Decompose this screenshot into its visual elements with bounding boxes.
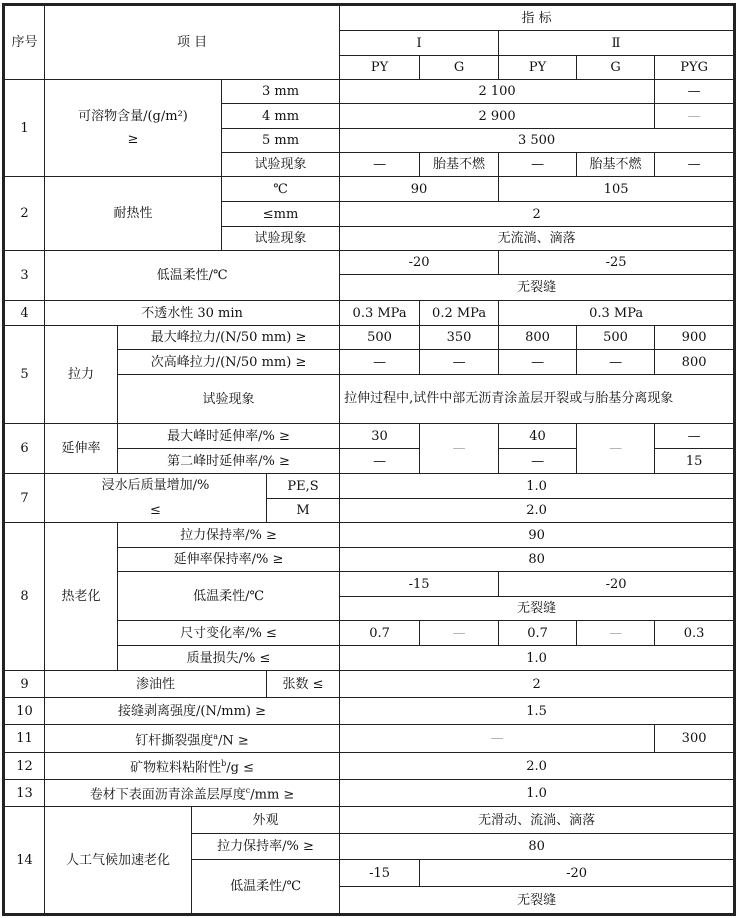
- sub-label: PE,S: [267, 474, 340, 499]
- header-col: PYG: [655, 56, 734, 80]
- sub-label: 质量损失/% ≤: [118, 646, 340, 671]
- sub-label: 试验现象: [222, 153, 340, 177]
- item-label: [45, 80, 222, 177]
- value: 1.5: [340, 698, 734, 725]
- value: -25: [499, 251, 734, 275]
- value: —: [340, 725, 655, 753]
- item-label: 低温柔性/℃: [45, 251, 340, 301]
- value: —: [655, 104, 734, 129]
- row-no: 6: [5, 424, 45, 474]
- value: 105: [499, 177, 734, 202]
- value: 0.3: [655, 621, 734, 646]
- item-label: 接缝剥离强度/(N/mm) ≥: [45, 698, 340, 725]
- value: 胎基不燃: [420, 153, 499, 177]
- value: —: [655, 424, 734, 449]
- item-label: 人工气候加速老化: [45, 807, 192, 914]
- value: 900: [655, 326, 734, 350]
- label-text: 卷材下表面沥青涂盖层厚度: [89, 787, 246, 803]
- value: 30: [340, 424, 420, 449]
- sub-label: 拉力保持率/% ≥: [192, 834, 340, 860]
- value: 0.3 MPa: [499, 301, 734, 326]
- value: 1.0: [340, 474, 734, 499]
- value: 无裂缝: [340, 887, 734, 914]
- item-label: 耐热性: [45, 177, 222, 251]
- row-no: 11: [5, 725, 45, 753]
- row-no: 13: [5, 780, 45, 807]
- value: 2 100: [340, 80, 655, 104]
- label-unit: /N ≥: [218, 733, 249, 749]
- value: 90: [340, 523, 734, 548]
- value: 80: [340, 834, 734, 860]
- value: 1.0: [340, 780, 734, 807]
- row-no: 1: [5, 80, 45, 177]
- row-no: 9: [5, 671, 45, 698]
- label-line: ≥: [127, 132, 139, 147]
- sub-label: 拉力保持率/% ≥: [118, 523, 340, 548]
- item-label: 热老化: [45, 523, 118, 671]
- row-no: 3: [5, 251, 45, 301]
- item-label: [45, 474, 267, 523]
- sub-label: 低温柔性/℃: [192, 860, 340, 914]
- sub-label: 低温柔性/℃: [118, 572, 340, 621]
- item-label: 延伸率: [45, 424, 118, 474]
- footnote-mark: a: [213, 731, 219, 741]
- header-type2: Ⅱ: [499, 31, 734, 56]
- sub-label: 延伸率保持率/% ≥: [118, 548, 340, 572]
- value: 3 500: [340, 129, 734, 153]
- value: 1.0: [340, 646, 734, 671]
- sub-label: 外观: [192, 807, 340, 834]
- value: 0.7: [499, 621, 577, 646]
- sub-label: 第二峰时延伸率/% ≥: [118, 449, 340, 474]
- value: 2: [340, 671, 734, 698]
- value: 无滑动、流淌、滴落: [340, 807, 734, 834]
- row-no: 10: [5, 698, 45, 725]
- value: —: [420, 350, 499, 375]
- value: —: [655, 80, 734, 104]
- value: -20: [499, 572, 734, 597]
- value: 2.0: [340, 499, 734, 523]
- value: 800: [655, 350, 734, 375]
- value: -20: [340, 251, 499, 275]
- sub-label: 张数 ≤: [267, 671, 340, 698]
- row-no: 14: [5, 807, 45, 914]
- value: 无裂缝: [340, 597, 734, 621]
- row-no: 5: [5, 326, 45, 424]
- label-unit: /g ≤: [226, 760, 254, 776]
- value: 2 900: [340, 104, 655, 129]
- label-unit: /mm ≥: [250, 787, 295, 803]
- value: —: [420, 424, 499, 474]
- value: —: [340, 153, 420, 177]
- value: 0.2 MPa: [420, 301, 499, 326]
- sub-label: ℃: [222, 177, 340, 202]
- value: 0.7: [340, 621, 420, 646]
- value: 500: [340, 326, 420, 350]
- value: —: [499, 350, 577, 375]
- row-no: 4: [5, 301, 45, 326]
- label-line: 浸水后质量增加/%: [101, 478, 210, 493]
- value: -20: [420, 860, 734, 887]
- row-no: 7: [5, 474, 45, 523]
- value: -15: [340, 572, 499, 597]
- sub-label: 最大峰时延伸率/% ≥: [118, 424, 340, 449]
- value: —: [499, 153, 577, 177]
- value: 0.3 MPa: [340, 301, 420, 326]
- value: 300: [655, 725, 734, 753]
- item-label: [45, 753, 340, 780]
- value: —: [577, 424, 655, 474]
- value: 无流淌、滴落: [340, 227, 734, 251]
- label-text: 钉杆撕裂强度: [135, 733, 214, 749]
- header-no: 序号: [5, 6, 45, 80]
- row-no: 2: [5, 177, 45, 251]
- value: 800: [499, 326, 577, 350]
- item-label: 拉力: [45, 326, 118, 424]
- value: 2: [340, 202, 734, 227]
- value: 2.0: [340, 753, 734, 780]
- sub-label: 最大峰拉力/(N/50 mm) ≥: [118, 326, 340, 350]
- sub-label: 5 mm: [222, 129, 340, 153]
- header-col: PY: [340, 56, 420, 80]
- sub-label: 3 mm: [222, 80, 340, 104]
- value: 350: [420, 326, 499, 350]
- sub-label: M: [267, 499, 340, 523]
- item-label: 不透水性 30 min: [45, 301, 340, 326]
- sub-label: 试验现象: [222, 227, 340, 251]
- value: 15: [655, 449, 734, 474]
- row-no: 8: [5, 523, 45, 671]
- value: —: [499, 449, 577, 474]
- row-no: 12: [5, 753, 45, 780]
- sub-label: 尺寸变化率/% ≤: [118, 621, 340, 646]
- header-index: 指 标: [340, 6, 734, 31]
- value: —: [655, 153, 734, 177]
- value: 90: [340, 177, 499, 202]
- header-col: G: [420, 56, 499, 80]
- item-label: 渗油性: [45, 671, 267, 698]
- header-col: PY: [499, 56, 577, 80]
- sub-label: 试验现象: [118, 375, 340, 424]
- value: 40: [499, 424, 577, 449]
- label-line: 可溶物含量/(g/m²): [78, 109, 188, 124]
- label-text: 矿物粒料粘附性: [130, 760, 222, 776]
- header-col: G: [577, 56, 655, 80]
- footnote-mark: c: [245, 786, 251, 796]
- header-item: 项 目: [45, 6, 340, 80]
- item-label: [45, 725, 340, 753]
- value: —: [577, 621, 655, 646]
- sub-label: 次高峰拉力/(N/50 mm) ≥: [118, 350, 340, 375]
- value: —: [577, 350, 655, 375]
- specification-table: [4, 5, 734, 914]
- label-line: ≤: [150, 503, 161, 518]
- sub-label: ≤mm: [222, 202, 340, 227]
- header-type1: Ⅰ: [340, 31, 499, 56]
- value: -15: [340, 860, 420, 887]
- value: —: [420, 621, 499, 646]
- value: 胎基不燃: [577, 153, 655, 177]
- sub-label: 4 mm: [222, 104, 340, 129]
- footnote-mark: b: [221, 759, 227, 769]
- value: 拉伸过程中,试件中部无沥青涂盖层开裂或与胎基分离现象: [340, 375, 734, 424]
- value: 500: [577, 326, 655, 350]
- value: —: [340, 449, 420, 474]
- value: 80: [340, 548, 734, 572]
- value: —: [340, 350, 420, 375]
- value: 无裂缝: [340, 275, 734, 301]
- item-label: [45, 780, 340, 807]
